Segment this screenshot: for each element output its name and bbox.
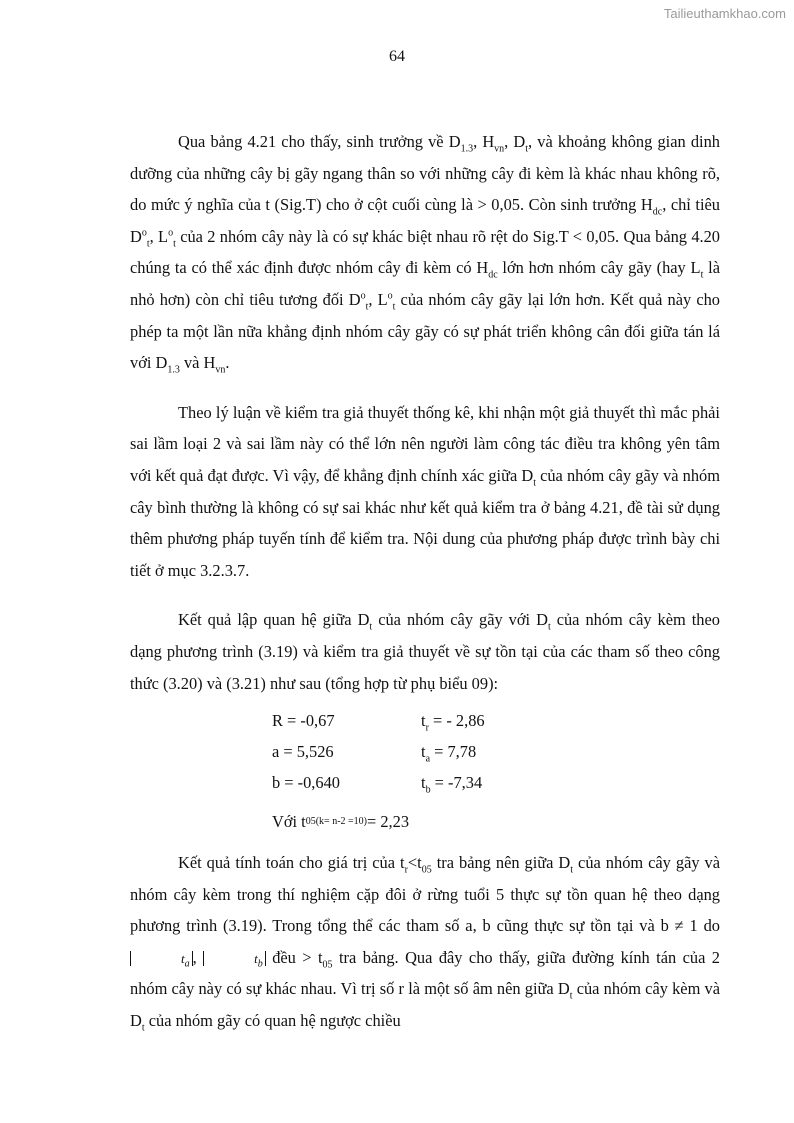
paragraph-1: Qua bảng 4.21 cho thấy, sinh trưởng về $D_{1.3}$, $H_{vn}$, $D_t$, và khoảng không gian dinh dưỡng của những cây bị gãy ngang thân so với những cây đi kèm là khác nhau không rõ, do mức ý nghĩa của t (Sig.T) cho ở cột cuối cùng là > 0,05. Còn sinh trưởng $H_{dc}$, chỉ tiêu $D^o_t$, $L^o_t$ của 2 nhóm cây này là có sự khác biệt nhau rõ rệt do Sig.T < 0,05. Qua bảng 4.20 chúng ta có thể xác định được nhóm cây đi kèm có $H_{dc}$ lớn hơn nhóm cây gãy (hay $L_t$ là nhỏ hơn) còn chỉ tiêu tương đối $D^o_t$, $L^o_t$ của nhóm cây gãy lại lớn hơn. Kết quả này cho phép ta một lần nữa khẳng định nhóm cây gãy có sự phát triển không cân đối giữa tán lá với $D_{1.3}$ và $H_{vn}$.: [130, 132, 720, 376]
regression-results: [272, 705, 720, 837]
tr-value: $t_r$ = - 2,86: [421, 710, 485, 733]
abs-ta: $t_a$: [130, 951, 193, 966]
page-number: 64: [389, 48, 405, 65]
paragraph-4: Kết quả tính toán cho giá trị của $t_r<t_{05}$ tra bảng nên giữa $D_t$ của nhóm cây gãy và nhóm cây kèm trong thí nghiệm cặp đôi ở rừng tuổi 5 thực sự tồn quan hệ theo dạng phương trình (3.19). Trong tổng thể các tham số a, b cũng thực sự tồn tại và b ≠ 1 do $t_a$ , $t_b$ đều > $t_{05}$ tra bảng. Qua đây cho thấy, giữa đường kính tán của 2 nhóm cây này có sự khác nhau. Vì trị số r là một số âm nên giữa $D_t$ của nhóm cây kèm và $D_t$ của nhóm gãy có quan hệ ngược chiều: [130, 853, 721, 1034]
result-row-r: [272, 705, 720, 736]
document-body: [130, 126, 720, 1037]
result-row-b: [272, 767, 720, 798]
result-row-a: [272, 736, 720, 767]
watermark: Tailieuthamkhao.com: [663, 6, 786, 21]
a-value: a = 5,526: [272, 741, 334, 761]
b-value: b = -0,640: [272, 772, 340, 792]
r-value: R = -0,67: [272, 710, 335, 730]
paragraph-2: Theo lý luận về kiểm tra giả thuyết thống kê, khi nhận một giả thuyết thì mắc phải sai lầm loại 2 và sai lầm này có thể lớn nên người làm công tác điều tra không yên tâm với kết quả đạt được. Vì vậy, để khẳng định chính xác giữa $D_t$ của nhóm cây gãy và nhóm cây bình thường là không có sự sai khác như kết quả kiểm tra ở bảng 4.21, đề tài sử dụng thêm phương pháp tuyến tính để kiểm tra. Nội dung của phương pháp được trình bày chi tiết ở mục 3.2.3.7.: [130, 402, 720, 580]
abs-tb: $t_b$: [203, 951, 266, 966]
ta-value: $t_a = 7,78$: [421, 741, 477, 764]
critical-value: Với t 05(k= n-2 =10) = 2,23: [272, 811, 410, 831]
tb-value: $t_b = -7,34$: [421, 772, 483, 795]
paragraph-3: Kết quả lập quan hệ giữa $D_t$ của nhóm cây gãy với $D_t$ của nhóm cây kèm theo dạng phương trình (3.19) và kiểm tra giả thuyết về sự tồn tại của các tham số theo công thức (3.20) và (3.21) như sau (tổng hợp từ phụ biểu 09):: [130, 610, 720, 693]
